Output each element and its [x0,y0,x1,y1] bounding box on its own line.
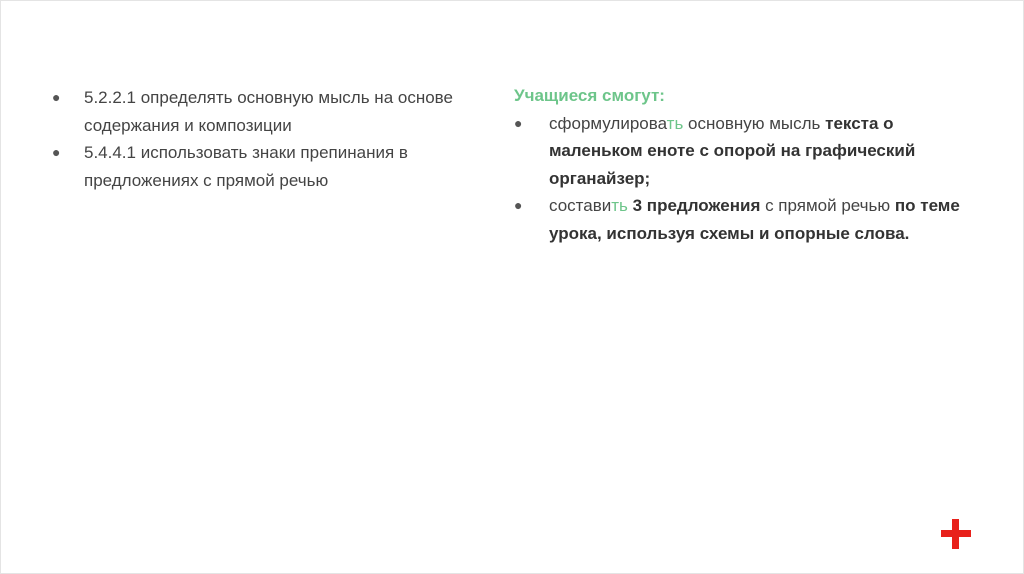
list-item [511,192,971,247]
success-criteria-column [511,82,971,247]
objective-text: 5.2.2.1 определять основную мысль на основе содержания и композиции [84,88,453,135]
objective-text: 5.4.4.1 использовать знаки препинания в предложениях с прямой речью [84,143,408,190]
bold-text: по теме урока, используя схемы и опорные слова. [549,196,960,243]
section-heading: Учащиеся смогут: [514,86,665,105]
verb-ending: ть [611,196,628,215]
bullet-icon: ● [52,144,61,160]
verb-ending: ть [666,113,684,133]
plus-icon [940,518,972,550]
criterion-text [549,114,915,188]
list-item [49,84,469,139]
bullet-icon: ● [52,89,61,105]
bullet-icon: ● [514,114,523,131]
criterion-text [549,196,960,243]
objectives-list [49,84,469,194]
bullet-icon: ● [514,197,523,213]
list-item [49,139,469,194]
bold-text: текста о маленьком еноте с опорой на графический органайзер; [549,113,916,188]
plain-text: основную мысль [683,113,826,133]
list-item [511,110,971,193]
verb-stem: состави [549,196,612,215]
plain-text: с прямой речью [760,196,895,215]
criteria-list [511,110,971,248]
verb-stem: сформулирова [549,113,667,133]
bold-text: 3 предложения [632,196,761,215]
learning-objectives-column [49,84,469,194]
